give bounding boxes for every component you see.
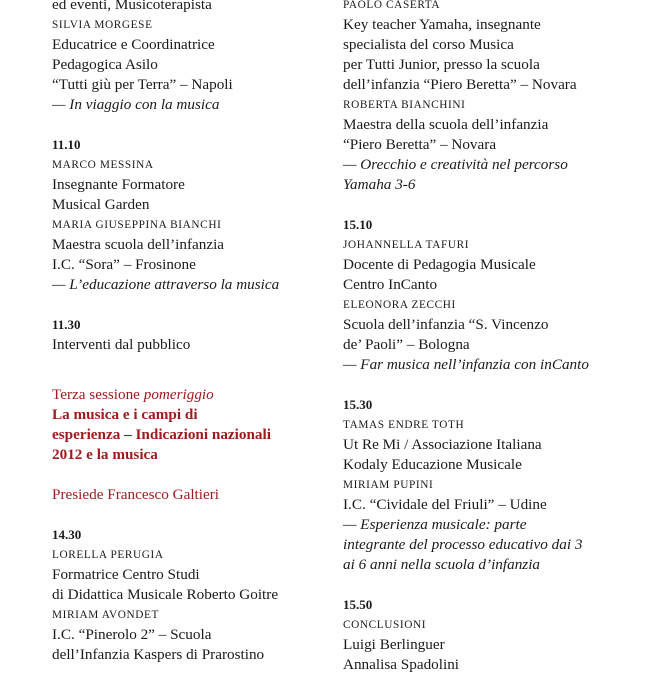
talk-title: Yamaha 3-6 [343,176,416,193]
speaker-role: Key teacher Yamaha, insegnante [343,16,541,33]
time-slot: 14.30 [52,527,82,542]
speaker-name: PAOLO CASERTA [343,0,441,11]
session-title: La musica e i campi di [52,406,198,423]
speaker-role: dell’infanzia “Piero Beretta” – Novara [343,76,577,93]
speaker-role: Docente di Pedagogia Musicale [343,256,536,273]
speaker-role: per Tutti Junior, presso la scuola [343,56,540,73]
speaker-role: Educatrice e Coordinatrice [52,36,215,53]
speaker-role: specialista del corso Musica [343,36,514,53]
time-slot: 11.10 [52,137,81,152]
speaker-name: JOHANNELLA TAFURI [343,239,470,251]
speaker-role: Musical Garden [52,196,150,213]
speaker-role: Luigi Berlinguer [343,636,445,653]
right-column [343,0,663,675]
speaker-role: I.C. “Cividale del Friuli” – Udine [343,496,547,513]
session-title: esperienza – Indicazioni nazionali [52,426,271,443]
speaker-role: Kodaly Educazione Musicale [343,456,522,473]
continued-line: ed eventi, Musicoterapista [52,0,212,13]
speaker-role: I.C. “Pinerolo 2” – Scuola [52,626,212,643]
session-chair: Presiede Francesco Galtieri [52,486,219,503]
speaker-role: Annalisa Spadolini [343,656,460,673]
speaker-name: MARIA GIUSEPPINA BIANCHI [52,219,222,231]
speaker-name: ROBERTA BIANCHINI [343,99,466,111]
speaker-name: TAMAS ENDRE TOTH [343,419,465,431]
agenda-item: Interventi dal pubblico [52,336,191,353]
speaker-name: LORELLA PERUGIA [52,549,164,561]
time-slot: 15.10 [343,217,373,232]
left-column [52,0,322,665]
speaker-role: de’ Paoli” – Bologna [343,336,470,353]
talk-title: — Far musica nell’infanzia con inCanto [343,356,589,373]
time-slot: 15.50 [343,597,373,612]
speaker-role: “Piero Beretta” – Novara [343,136,497,153]
speaker-role: “Tutti giù per Terra” – Napoli [52,76,233,93]
speaker-role: Maestra della scuola dell’infanzia [343,116,549,133]
talk-title: — Orecchio e creatività nel percorso [343,156,568,173]
speaker-role: Centro InCanto [343,276,438,293]
speaker-role: Insegnante Formatore [52,176,185,193]
speaker-role: Pedagogica Asilo [52,56,158,73]
talk-title: — L’educazione attraverso la musica [52,276,280,293]
time-slot: 15.30 [343,397,373,412]
speaker-role: dell’Infanzia Kaspers di Prarostino [52,646,265,663]
speaker-role: Maestra scuola dell’infanzia [52,236,225,253]
talk-title: — In viaggio con la musica [52,96,220,113]
talk-title: ai 6 anni nella scuola d’infanzia [343,556,541,573]
speaker-name: SILVIA MORGESE [52,19,153,31]
speaker-role: Scuola dell’infanzia “S. Vincenzo [343,316,549,333]
speaker-role: Formatrice Centro Studi [52,566,200,583]
speaker-name: MARCO MESSINA [52,159,154,171]
speaker-name: MIRIAM AVONDET [52,609,160,621]
session-label: Terza sessione pomeriggio [52,386,214,403]
speaker-role: I.C. “Sora” – Frosinone [52,256,196,273]
speaker-name: MIRIAM PUPINI [343,479,434,491]
talk-title: — Esperienza musicale: parte [343,516,527,533]
speaker-name: CONCLUSIONI [343,619,427,631]
talk-title: integrante del processo educativo dai 3 [343,536,583,553]
speaker-name: ELEONORA ZECCHI [343,299,456,311]
time-slot: 11.30 [52,317,81,332]
speaker-role: di Didattica Musicale Roberto Goitre [52,586,279,603]
speaker-role: Ut Re Mi / Associazione Italiana [343,436,542,453]
session-title: 2012 e la musica [52,446,158,463]
